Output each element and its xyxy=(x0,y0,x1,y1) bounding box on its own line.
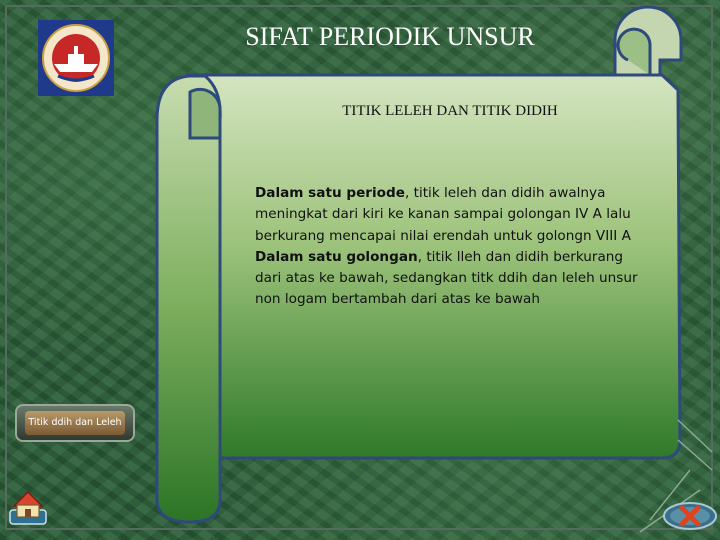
paragraph-golongan-text: , titik lleh dan didih berkurang dari atas ke bawah, sedangkan titk ddih dan leleh unsur non logam bertambah dari atas ke bawah xyxy=(255,248,638,308)
slide-body xyxy=(255,183,640,311)
nav-button-titik-didih-leleh[interactable] xyxy=(15,404,135,442)
paragraph-periode xyxy=(255,183,640,247)
paragraph-golongan-bold: Dalam satu golongan xyxy=(255,248,418,265)
paragraph-golongan xyxy=(255,247,640,311)
nav-button-label: Titik ddih dan Leleh xyxy=(28,417,122,428)
slide-subtitle: TITIK LELEH DAN TITIK DIDIH xyxy=(342,103,558,119)
home-icon[interactable] xyxy=(8,484,48,526)
paragraph-periode-bold: Dalam satu periode xyxy=(255,185,405,201)
close-icon[interactable] xyxy=(662,500,718,532)
page-title: SIFAT PERIODIK UNSUR xyxy=(245,22,535,51)
paragraph-periode-text: , titik leleh dan didih awalnya meningkat dari kiri ke kanan sampai golongan IV A lalu berkurang mencapai nilai erendah untuk golongn VIII A xyxy=(255,185,631,244)
